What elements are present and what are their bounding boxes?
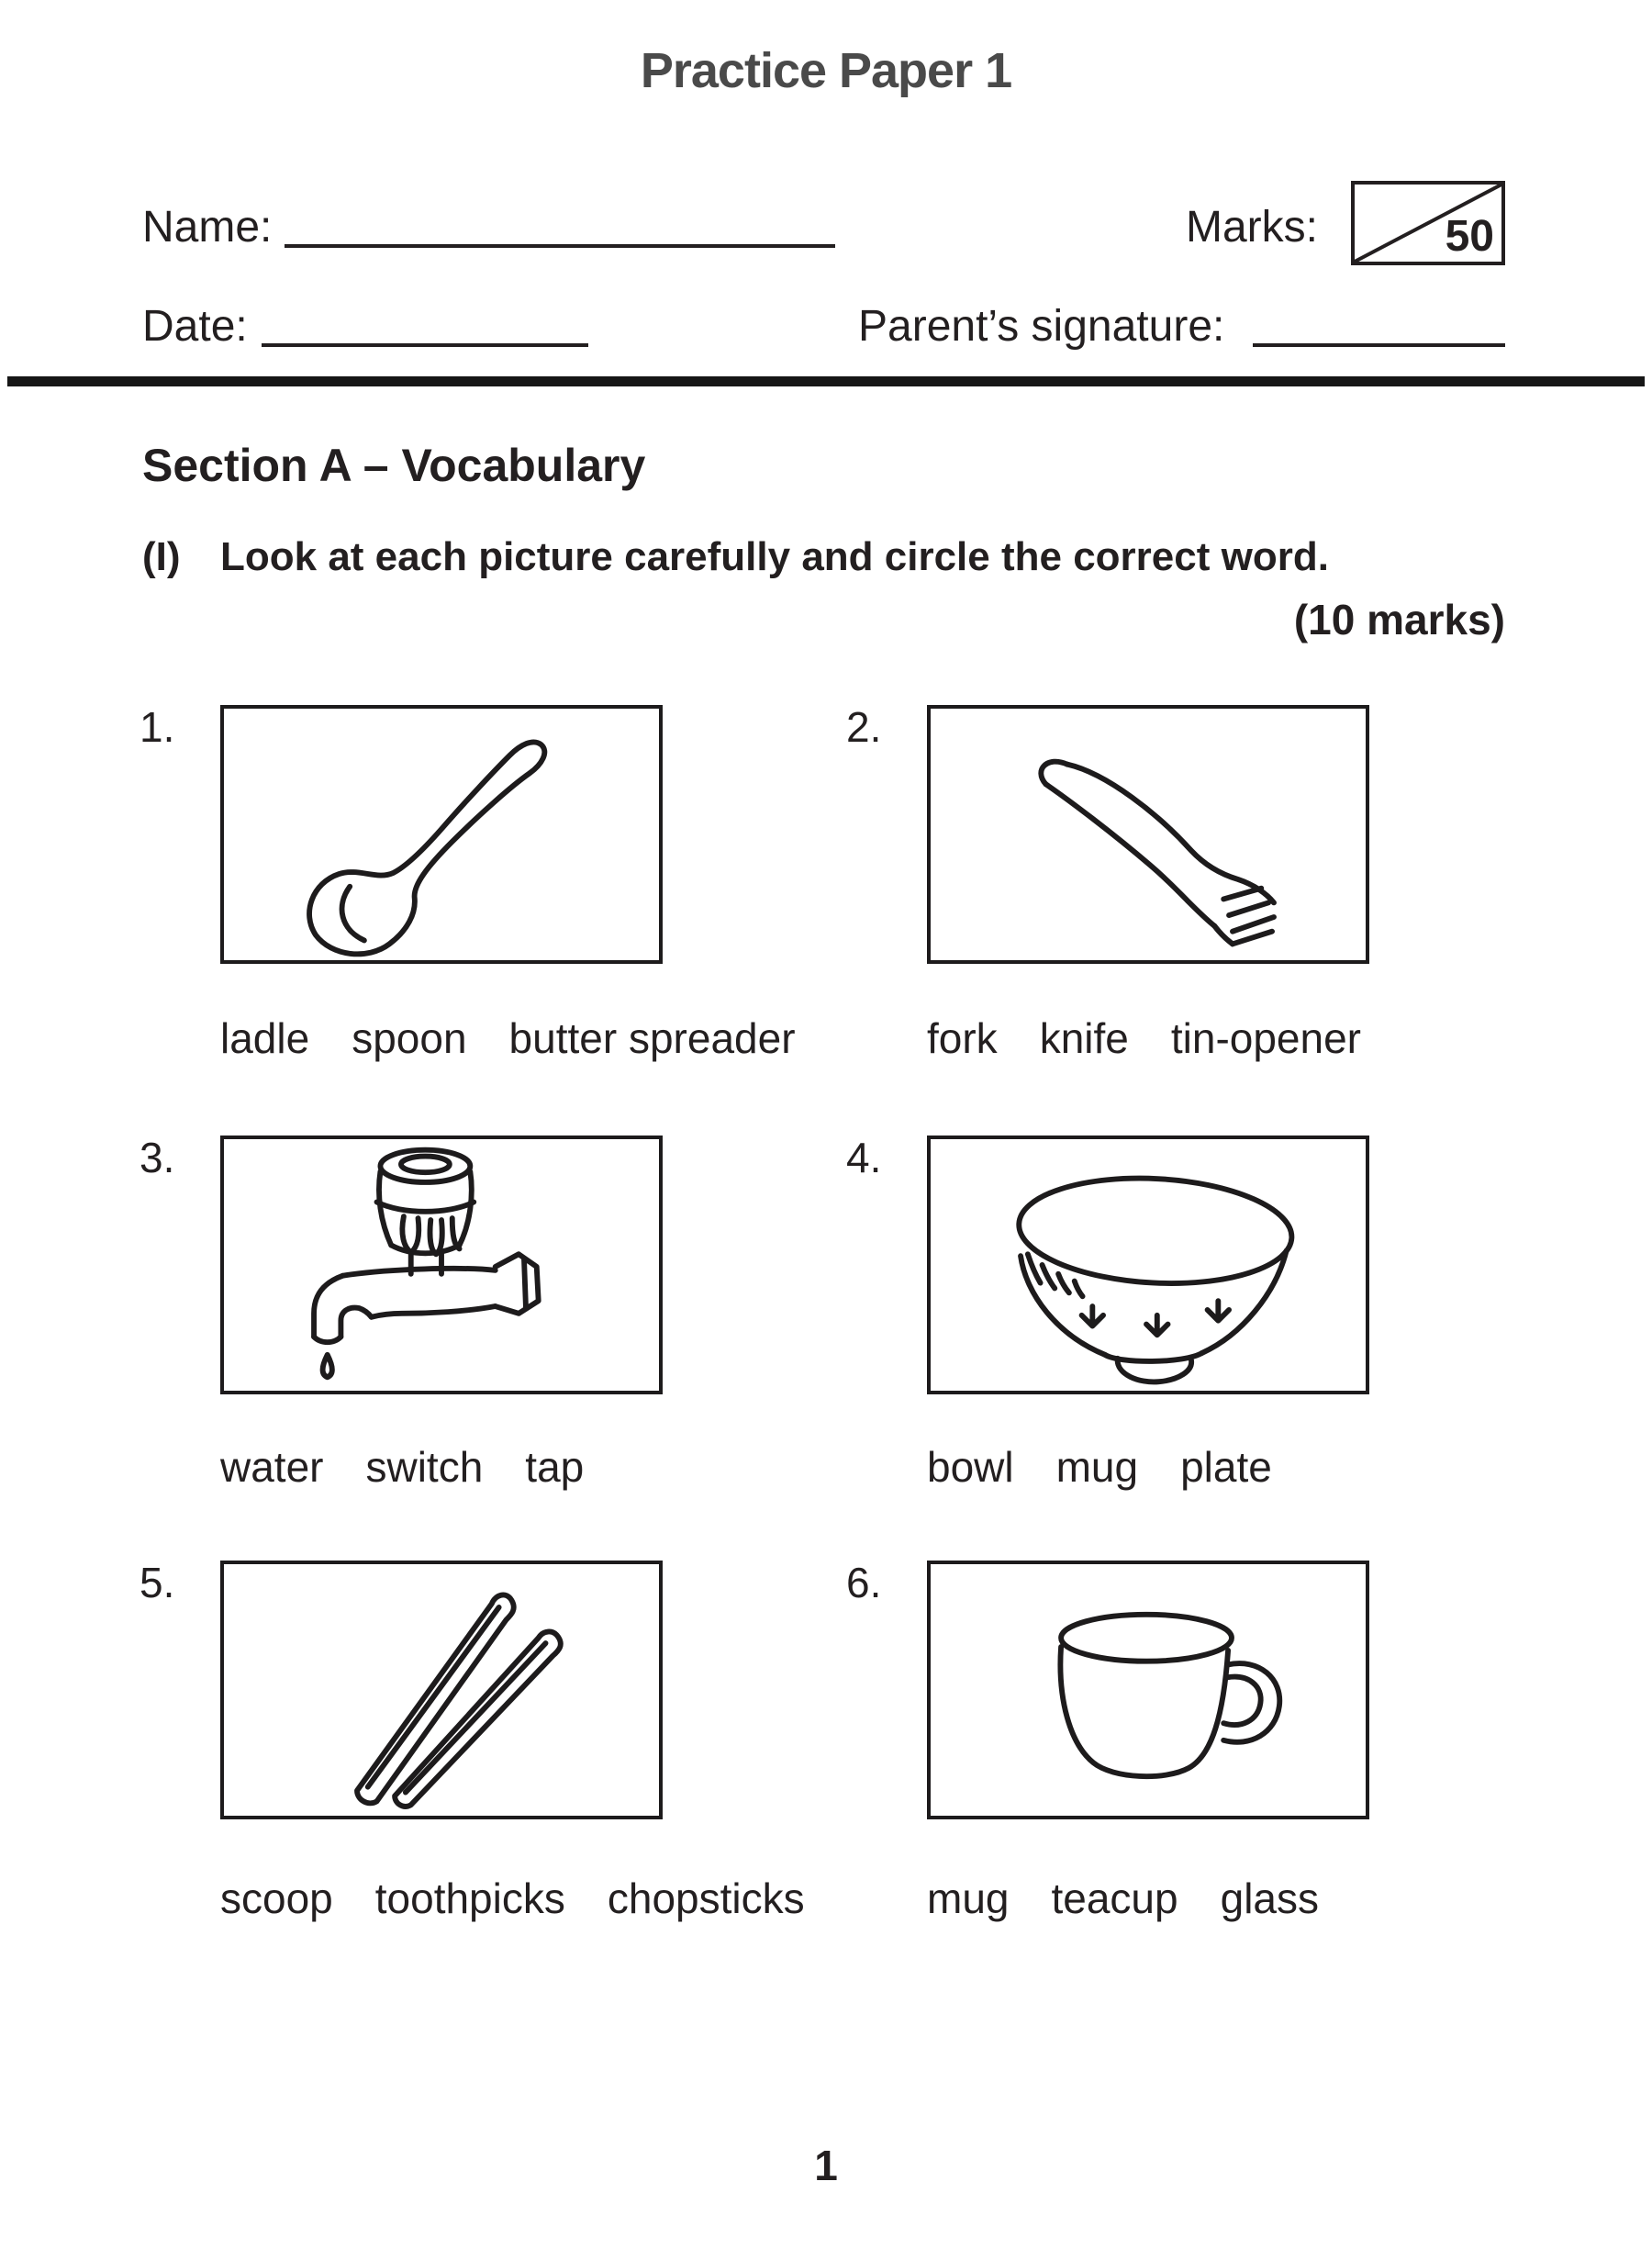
marks-box bbox=[1351, 181, 1505, 265]
option-word[interactable]: switch bbox=[365, 1443, 484, 1491]
header-divider-rule bbox=[7, 376, 1645, 386]
page-title: Practice Paper 1 bbox=[640, 43, 1012, 98]
option-word[interactable]: spoon bbox=[352, 1014, 467, 1062]
question-5-number: 5. bbox=[140, 1559, 175, 1606]
question-5-options bbox=[220, 1874, 805, 1923]
option-word[interactable]: butter spreader bbox=[508, 1014, 796, 1062]
question-1-picture-box bbox=[220, 705, 663, 964]
parent-signature-label: Parent’s signature: bbox=[858, 302, 1225, 351]
marks-label: Marks: bbox=[1186, 203, 1318, 252]
question-6-options bbox=[927, 1874, 1319, 1923]
page-number: 1 bbox=[814, 2142, 838, 2189]
question-2-options bbox=[927, 1013, 1361, 1063]
instruction-number: (I) bbox=[142, 534, 181, 579]
question-4-picture-box bbox=[927, 1136, 1369, 1394]
option-word[interactable]: ladle bbox=[220, 1014, 310, 1062]
option-word[interactable]: glass bbox=[1220, 1874, 1319, 1922]
option-word[interactable]: mug bbox=[927, 1874, 1010, 1922]
chopsticks-drawing bbox=[224, 1564, 659, 1816]
instruction-text: Look at each picture carefully and circle the correct word. bbox=[220, 534, 1329, 579]
option-word[interactable]: plate bbox=[1180, 1443, 1272, 1491]
question-1-options bbox=[220, 1013, 796, 1063]
option-word[interactable]: scoop bbox=[220, 1874, 333, 1922]
option-word[interactable]: water bbox=[220, 1443, 324, 1491]
question-1-number: 1. bbox=[140, 703, 175, 751]
parent-signature-blank-line[interactable] bbox=[1253, 343, 1505, 347]
question-6-picture-box bbox=[927, 1561, 1369, 1819]
question-3-picture-box bbox=[220, 1136, 663, 1394]
question-5-picture-box bbox=[220, 1561, 663, 1819]
option-word[interactable]: toothpicks bbox=[374, 1874, 565, 1922]
fork-drawing bbox=[931, 709, 1366, 960]
option-word[interactable]: tap bbox=[525, 1443, 585, 1491]
teacup-drawing bbox=[931, 1564, 1366, 1816]
date-label: Date: bbox=[142, 302, 248, 351]
marks-total: 50 bbox=[1445, 212, 1494, 261]
option-word[interactable]: knife bbox=[1039, 1014, 1129, 1062]
tap-drawing bbox=[224, 1139, 659, 1391]
question-3-number: 3. bbox=[140, 1134, 175, 1181]
bowl-drawing bbox=[931, 1139, 1366, 1391]
name-blank-line[interactable] bbox=[285, 244, 835, 248]
option-word[interactable]: teacup bbox=[1051, 1874, 1178, 1922]
question-3-options bbox=[220, 1442, 584, 1492]
name-label: Name: bbox=[142, 203, 273, 252]
section-marks-note: (10 marks) bbox=[1293, 596, 1505, 643]
spoon-drawing bbox=[224, 709, 659, 960]
option-word[interactable]: bowl bbox=[927, 1443, 1014, 1491]
option-word[interactable]: fork bbox=[927, 1014, 998, 1062]
date-blank-line[interactable] bbox=[262, 343, 588, 347]
question-6-number: 6. bbox=[846, 1559, 882, 1606]
question-4-number: 4. bbox=[846, 1134, 882, 1181]
question-2-picture-box bbox=[927, 705, 1369, 964]
option-word[interactable]: chopsticks bbox=[607, 1874, 805, 1922]
option-word[interactable]: mug bbox=[1055, 1443, 1139, 1491]
option-word[interactable]: tin-opener bbox=[1170, 1014, 1361, 1062]
question-4-options bbox=[927, 1442, 1272, 1492]
section-heading: Section A – Vocabulary bbox=[142, 440, 646, 491]
question-2-number: 2. bbox=[846, 703, 882, 751]
